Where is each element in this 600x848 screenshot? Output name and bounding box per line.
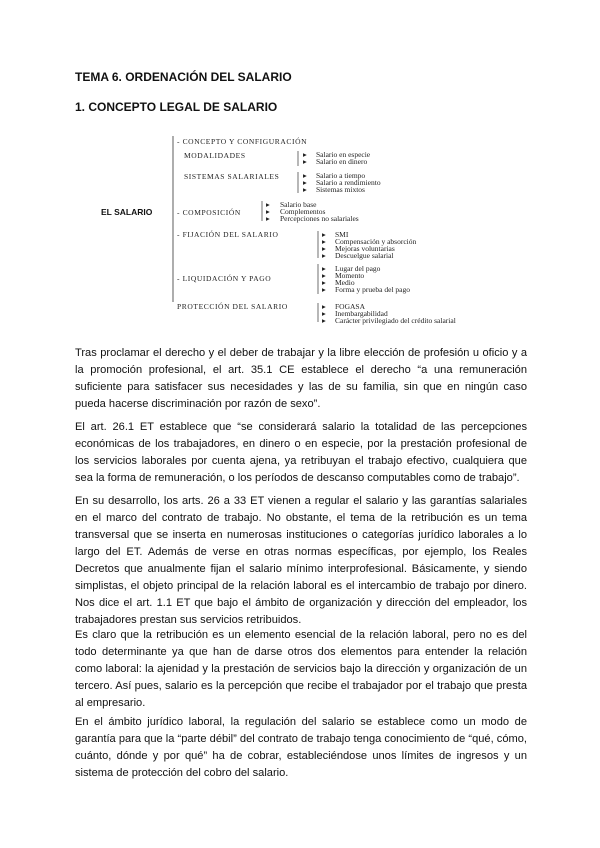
branch-label: - FIJACIÓN DEL SALARIO xyxy=(177,230,279,239)
branch-item: Medio xyxy=(335,278,355,287)
diagram-main-label: EL SALARIO xyxy=(101,207,153,217)
branch-label: - COMPOSICIÓN xyxy=(177,208,241,217)
branch-label: MODALIDADES xyxy=(184,151,246,160)
branch-item-bullet: ▸ xyxy=(322,316,326,325)
branch-label: SISTEMAS SALARIALES xyxy=(184,172,280,181)
branch-item-bullet: ▸ xyxy=(322,237,326,246)
section-heading: 1. CONCEPTO LEGAL DE SALARIO xyxy=(75,100,278,114)
paragraph: Es claro que la retribución es un elemento esencial de la relación laboral, pero no es del todo determinante ya que han de darse otros dos elementos para entender la relación como laboral: la ajenidad y la prestación de servicios bajo la dirección y organización de un tercero. Así pues, salario es la percepción que recibe el trabajador por el trabajo que presta al empresario. xyxy=(75,629,527,709)
branch-item-bullet: ▸ xyxy=(322,251,326,260)
branch-item: Complementos xyxy=(280,207,326,216)
branch-item: Salario a tiempo xyxy=(316,171,366,180)
branch-item: Momento xyxy=(335,271,365,280)
branch-item-bullet: ▸ xyxy=(266,207,270,216)
branch-item: Salario en dinero xyxy=(316,157,368,166)
branch-item: FOGASA xyxy=(335,302,366,311)
branch-item: Inembargabilidad xyxy=(335,309,388,318)
paragraph: En su desarrollo, los arts. 26 a 33 ET vienen a regular el salario y las garantías salariales en el marco del contrato de trabajo. No obstante, el tema de la retribución es un tema transversal que se inserta en numerosas instituciones o categorías jurídico laborales a lo largo del ET. Además de verse en otras normas específicas, por ejemplo, los Reales Decretos que anualmente fijan el salario mínimo interprofesional. Básicamente, y siendo simplistas, el objeto principal de la relación laboral es el intercambio de trabajo por dinero. Nos dice el art. 1.1 ET que bajo el ámbito de organización y dirección del empleador, los trabajadores prestan sus servicios retribuidos. xyxy=(75,495,527,626)
branch-item-bullet: ▸ xyxy=(322,302,326,311)
branch-item: Sistemas mixtos xyxy=(316,185,365,194)
paragraph: El art. 26.1 ET establece que “se considerará salario la totalidad de las percepciones económicas de los trabajadores, en dinero o en especie, por la prestación profesional de los servicios laborales por cuenta ajena, ya retribuyan el trabajo efectivo, cualquiera que sea la forma de remuneración, o los períodos de descanso computables como de trabajo”. xyxy=(75,421,527,484)
branch-item: Percepciones no salariales xyxy=(280,214,359,223)
salary-concept-diagram xyxy=(0,0,600,340)
branch-item-bullet: ▸ xyxy=(303,150,307,159)
branch-item: Forma y prueba del pago xyxy=(335,285,410,294)
branch-item-bullet: ▸ xyxy=(322,230,326,239)
branch-item: Lugar del pago xyxy=(335,264,381,273)
branch-item: Compensación y absorción xyxy=(335,237,417,246)
branch-item-bullet: ▸ xyxy=(266,200,270,209)
branch-item-bullet: ▸ xyxy=(322,285,326,294)
branch-item: Carácter privilegiado del crédito salarial xyxy=(335,316,456,325)
diagram-top-label: - CONCEPTO Y CONFIGURACIÓN xyxy=(177,137,308,146)
branch-item-bullet: ▸ xyxy=(266,214,270,223)
branch-label: PROTECCIÓN DEL SALARIO xyxy=(177,302,288,311)
branch-item-bullet: ▸ xyxy=(303,171,307,180)
branch-item: Salario base xyxy=(280,200,317,209)
branch-item-bullet: ▸ xyxy=(322,244,326,253)
branch-item-bullet: ▸ xyxy=(322,264,326,273)
branch-label: - LIQUIDACIÓN Y PAGO xyxy=(177,274,272,283)
page-title: TEMA 6. ORDENACIÓN DEL SALARIO xyxy=(75,70,292,84)
branch-item-bullet: ▸ xyxy=(322,278,326,287)
paragraph: Tras proclamar el derecho y el deber de trabajar y la libre elección de profesión u oficio y a la promoción profesional, el art. 35.1 CE establece el derecho “a una remuneración suficiente para satisfacer sus necesidades y las de su familia, sin que en ningún caso pueda hacerse discriminación por razón de sexo”. xyxy=(75,347,527,410)
branch-item: Salario en especie xyxy=(316,150,371,159)
branch-item-bullet: ▸ xyxy=(303,178,307,187)
branch-item: Descuelgue salarial xyxy=(335,251,394,260)
branch-item: SMI xyxy=(335,230,349,239)
paragraph: En el ámbito jurídico laboral, la regulación del salario se establece como un modo de garantía para que la “parte débil” del contrato de trabajo tenga conocimiento de “qué, cómo, cuánto, dónde y por qué” ha de cobrar, estableciéndose unos límites de ingresos y un sistema de protección del cobro del salario. xyxy=(75,716,527,779)
branch-item-bullet: ▸ xyxy=(303,185,307,194)
branch-item-bullet: ▸ xyxy=(322,271,326,280)
branch-item-bullet: ▸ xyxy=(322,309,326,318)
branch-item: Mejoras voluntarias xyxy=(335,244,395,253)
branch-item-bullet: ▸ xyxy=(303,157,307,166)
branch-item: Salario a rendimiento xyxy=(316,178,381,187)
